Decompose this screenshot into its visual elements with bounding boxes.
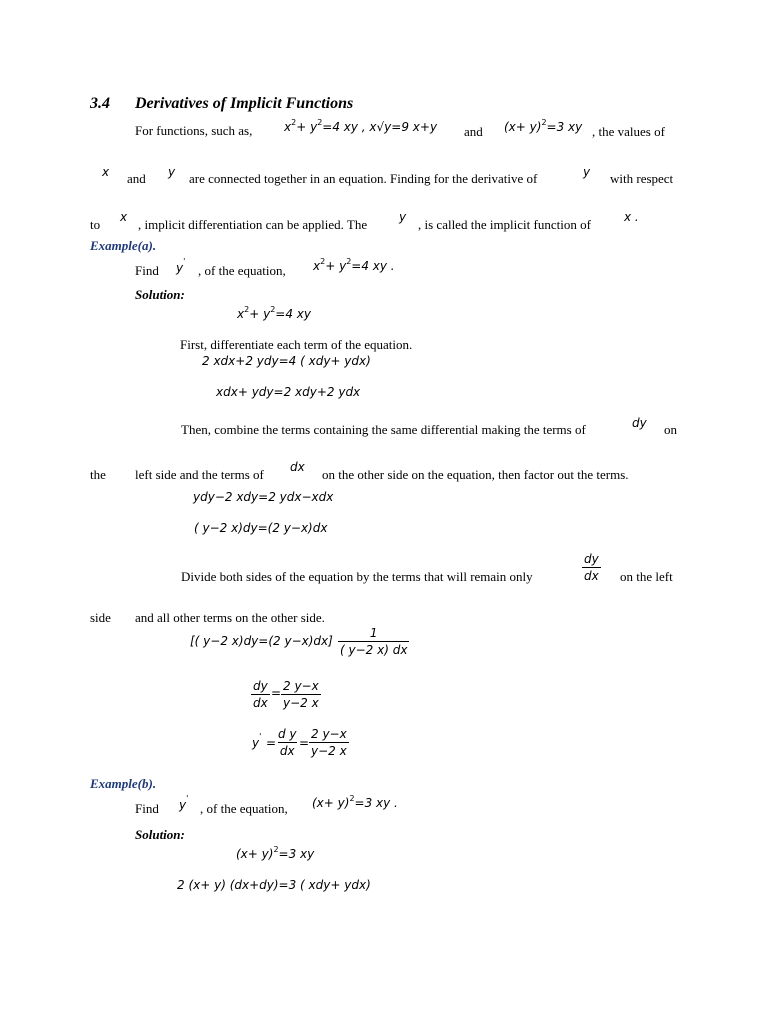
- var-y: y: [168, 165, 176, 179]
- dx-term: dx: [290, 460, 305, 474]
- step-eq-4: ydy−2 xdy=2 ydx−xdx: [193, 490, 334, 504]
- and-text-2: and: [127, 171, 146, 186]
- step-eq-3: xdx+ ydy=2 xdy+2 ydx: [216, 385, 361, 399]
- step-3-text: Divide both sides of the equation by the terms that will remain only: [181, 569, 533, 584]
- and-text: and: [464, 124, 483, 139]
- step-3-tail: on the left: [620, 569, 673, 584]
- intro-line-3-b: , is called the implicit function of: [418, 217, 591, 232]
- step-1-text: First, differentiate each term of the equation.: [180, 337, 413, 352]
- equation-a: $x^2+ y^2=4$ xy .: [313, 257, 395, 273]
- step-eq-8-middle: $\frac{\text{d y}}{dx}$: [278, 727, 297, 758]
- the-text: the: [90, 467, 106, 482]
- find-tail-b: , of the equation,: [200, 801, 288, 816]
- step-eq-8-equals-2: =: [299, 736, 310, 750]
- step-eq-6: [( y−2 x)dy=(2 y−x)dx]: [190, 634, 333, 648]
- solution-a-label: Solution:: [135, 287, 185, 302]
- var-y-3: y: [399, 210, 407, 224]
- section-number: 3.4: [90, 95, 110, 112]
- dy-term: dy: [632, 416, 647, 430]
- equation-b: $(x+ y)^2=3$ xy .: [312, 794, 398, 810]
- find-text-b: Find: [135, 801, 159, 816]
- example-a-label: Example(a).: [90, 238, 157, 253]
- step-eq-6-fraction: $\frac{1}{( y-2 x) dx}$: [340, 626, 408, 657]
- example-b-label: Example(b).: [90, 776, 157, 791]
- step-b-eq-2: 2 (x+ y) (dx+dy)=3 ( xdy+ ydx): [177, 878, 371, 892]
- step-eq-2: 2 xdx+2 ydy=4 ( xdy+ ydx): [202, 354, 371, 368]
- var-x-3: x .: [624, 210, 639, 224]
- intro-line-2-tail: with respect: [610, 171, 674, 186]
- step-2-text-c: on the other side on the equation, then factor out the terms.: [322, 467, 629, 482]
- dy-dx-fraction: $\frac{dy}{dx}$: [584, 552, 599, 583]
- step-3-text-b: and all other terms on the other side.: [135, 610, 325, 625]
- equation-1: $x^2+ y^2=4$ xy , x√y=9 x+y: [284, 118, 438, 134]
- var-x-2: x: [120, 210, 128, 224]
- intro-tail: , the values of: [592, 124, 665, 139]
- var-x: x: [102, 165, 110, 179]
- step-b-eq-1: $(x+ y)^2=3$ xy: [236, 845, 315, 861]
- step-eq-1: $x^2+ y^2=4$ xy: [237, 305, 311, 321]
- step-eq-8-right: $\frac{2 y-x}{y-2 x}$: [311, 727, 347, 758]
- section-title: Derivatives of Implicit Functions: [135, 95, 354, 112]
- step-2-on: on: [664, 422, 677, 437]
- to-text: to: [90, 217, 101, 232]
- step-eq-7-right: $\frac{2 y-x}{y-2 x}$: [283, 679, 319, 710]
- var-y-2: y: [583, 165, 591, 179]
- step-eq-7-left: $\frac{dy}{dx}$: [253, 679, 268, 710]
- y-prime-b: y': [179, 794, 189, 812]
- side-text: side: [90, 610, 111, 625]
- intro-text: For functions, such as,: [135, 123, 253, 138]
- step-2-text: Then, combine the terms containing the same differential making the terms of: [181, 422, 586, 437]
- intro-line-2: are connected together in an equation. Finding for the derivative of: [189, 171, 538, 186]
- equation-2: $(x+ y)^2=3$ xy: [504, 118, 583, 134]
- step-eq-8-equals-1: =: [266, 736, 277, 750]
- step-eq-8-y: y': [252, 732, 262, 750]
- solution-b-label: Solution:: [135, 827, 185, 842]
- step-2-text-b: left side and the terms of: [135, 467, 264, 482]
- find-text: Find: [135, 263, 159, 278]
- find-tail: , of the equation,: [198, 263, 286, 278]
- y-prime: y': [176, 257, 186, 275]
- intro-line-3: , implicit differentiation can be applied. The: [138, 217, 368, 232]
- step-eq-5: ( y−2 x)dy=(2 y−x)dx: [194, 521, 328, 535]
- step-eq-7-equals: =: [271, 686, 282, 700]
